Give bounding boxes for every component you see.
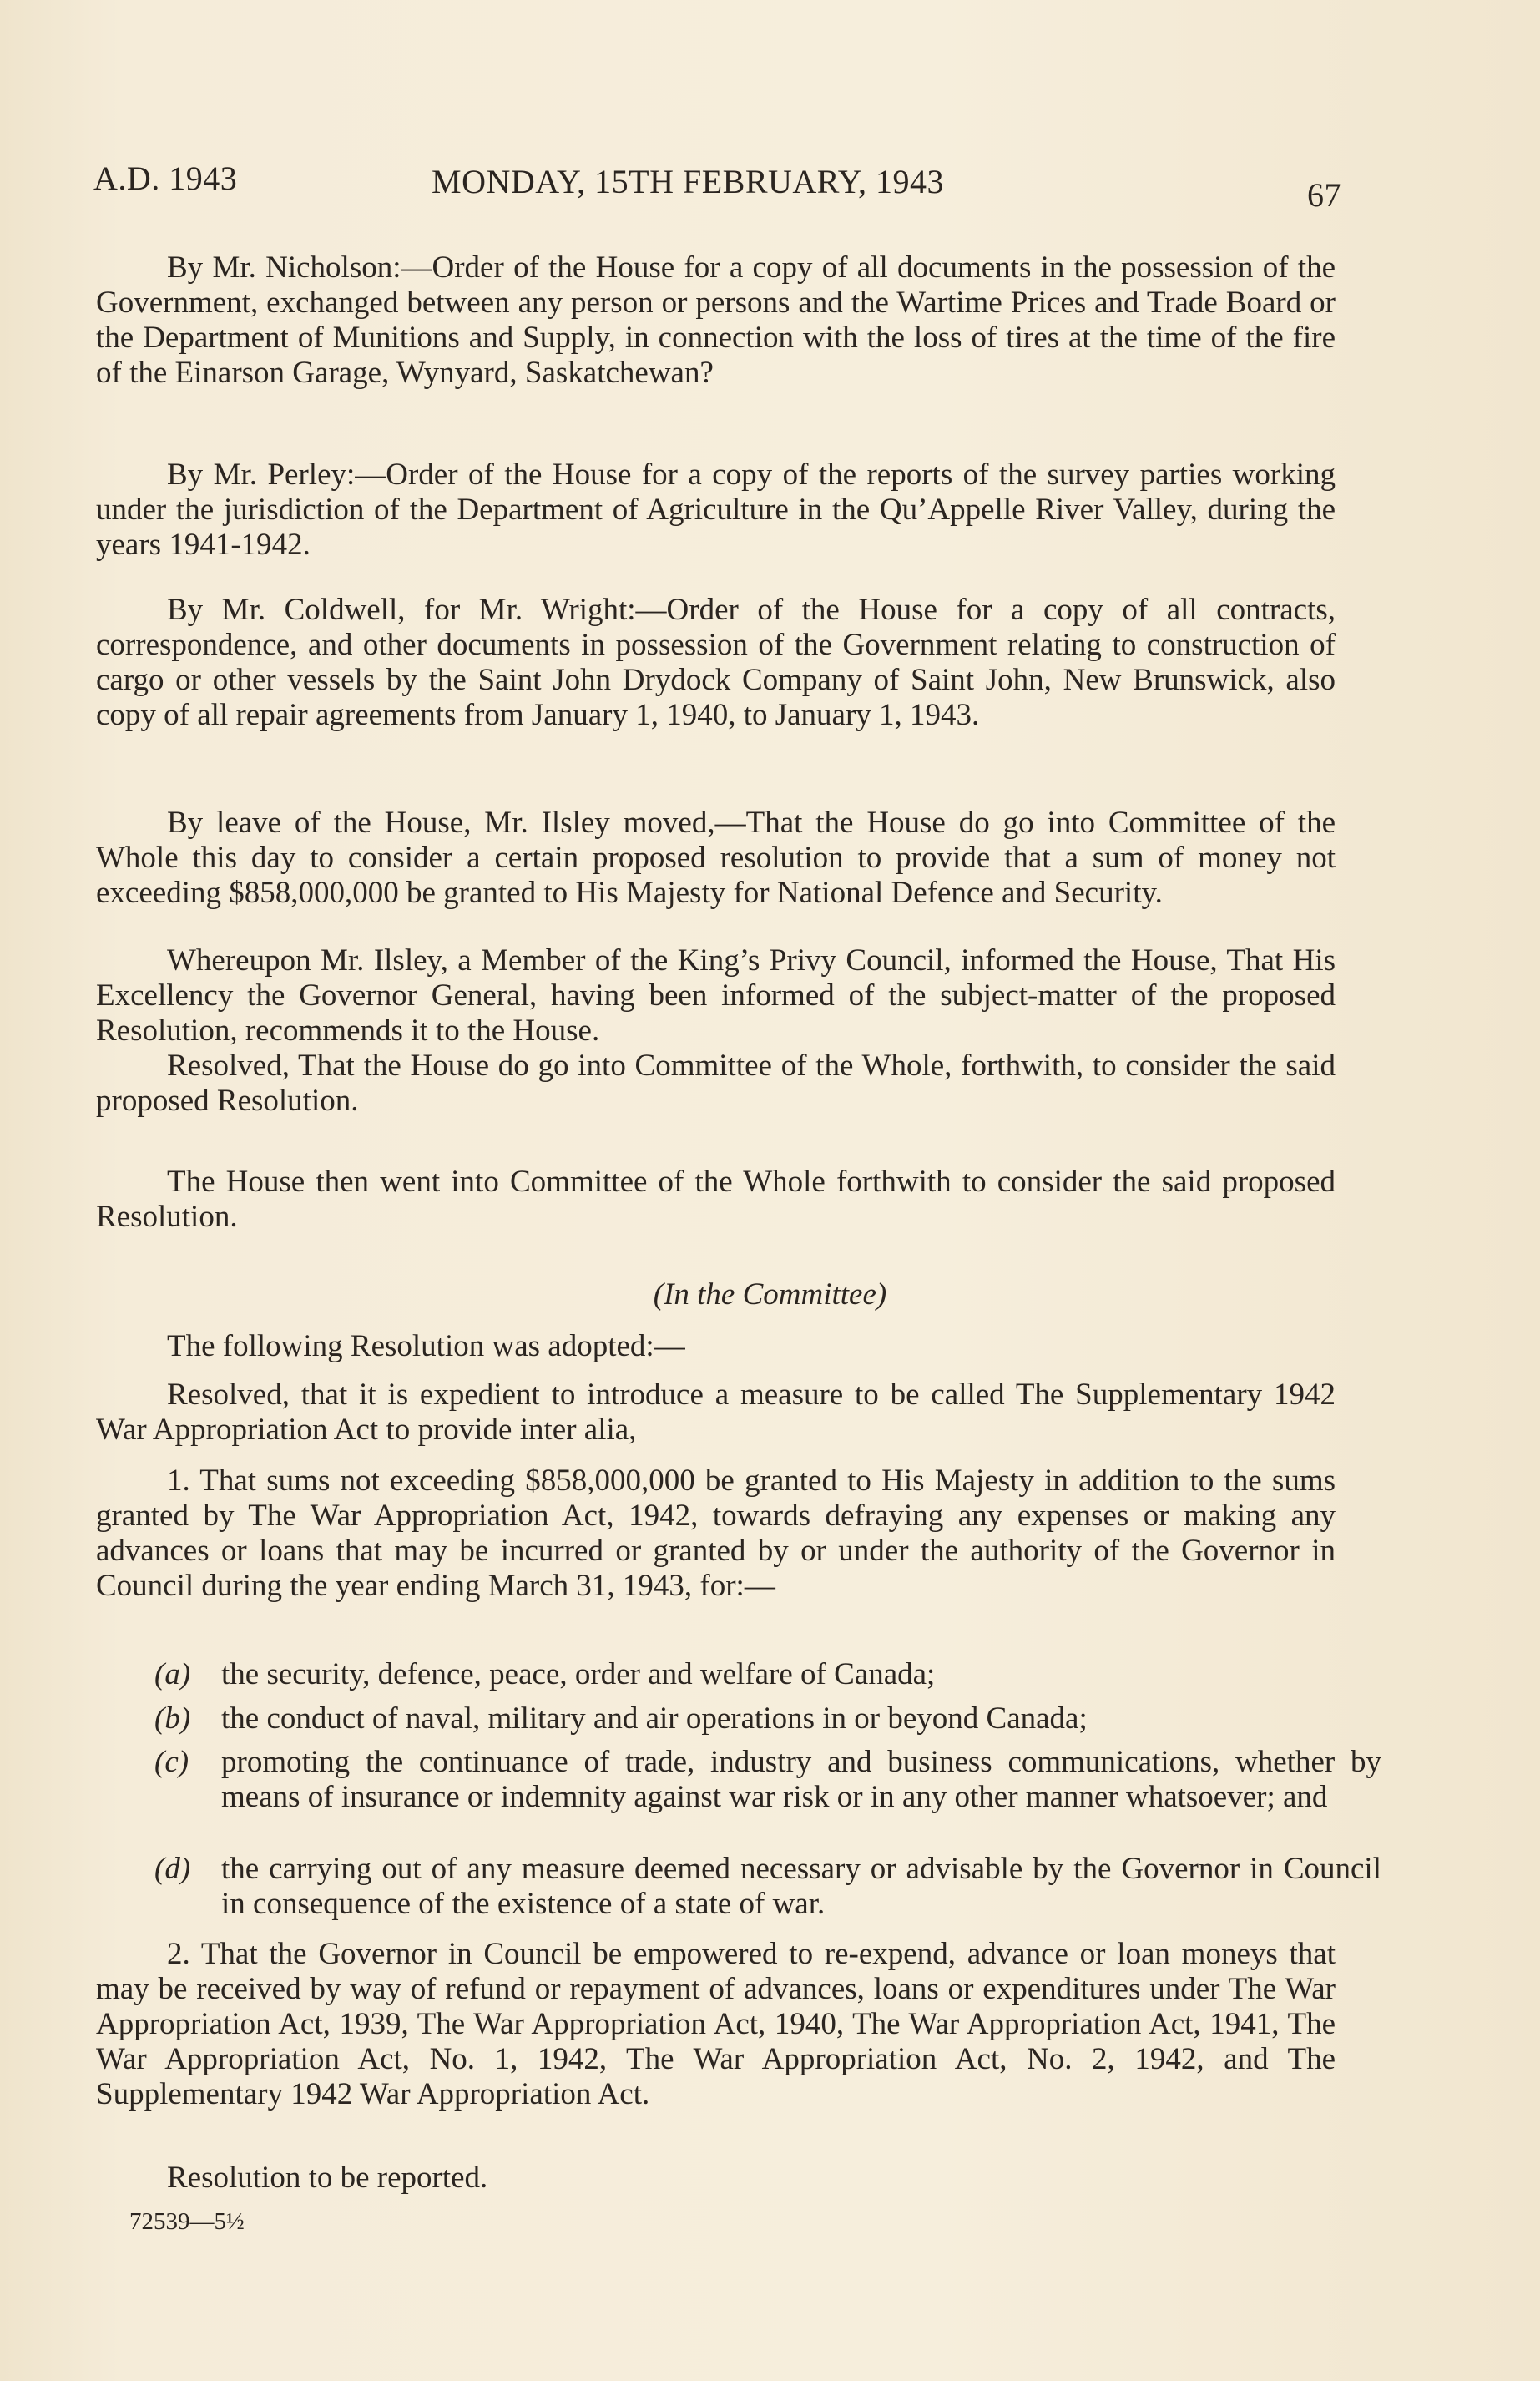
paragraph-resolution-adopted: The following Resolution was adopted:— (167, 1329, 685, 1363)
page-header (93, 150, 1341, 214)
paragraph-nicholson: By Mr. Nicholson:—Order of the House for a copy of all documents in the possession of the Government, exchanged between any person or persons and the Wartime Prices and Trade Board or the Department of Munitions and Supply, in connection with the loss of tires at the time of the fire of the Einarson Garage, Wynyard, Saskatchewan? (96, 250, 1336, 390)
list-item-label: (a) (154, 1657, 191, 1691)
paragraph-resolved-expedient: Resolved, that it is expedient to introduce a measure to be called The Supplementary 1942 War Appropriation Act to provide inter alia, (96, 1378, 1336, 1447)
page-number: 67 (1307, 176, 1341, 214)
list-item-d (154, 1852, 1381, 1922)
list-item-a (154, 1657, 1381, 1692)
list-item-c (154, 1745, 1381, 1815)
committee-heading: (In the Committee) (653, 1277, 887, 1312)
paragraph-resolution-reported: Resolution to be reported. (167, 2161, 488, 2195)
list-item-text: the conduct of naval, military and air operations in or beyond Canada; (221, 1701, 1088, 1736)
paragraph-committee-whole: The House then went into Committee of the Whole forthwith to consider the said proposed Resolution. (96, 1165, 1336, 1234)
header-date: MONDAY, 15TH FEBRUARY, 1943 (432, 163, 945, 200)
list-item-label: (d) (154, 1852, 191, 1886)
paragraph-clause-1: 1. That sums not exceeding $858,000,000 be granted to His Majesty in addition to the sums granted by The War Appropriation Act, 1942, towards defraying any expenses or making any advances or loans that may be incurred or granted by or under the authority of the Governor in Council during the year ending March 31, 1943, for:— (96, 1463, 1336, 1603)
paragraph-coldwell: By Mr. Coldwell, for Mr. Wright:—Order of the House for a copy of all contracts, correspondence, and other documents in possession of the Government relating to construction of cargo or other vessels by the Saint John Drydock Company of Saint John, New Brunswick, also copy of all repair agreements from January 1, 1940, to January 1, 1943. (96, 593, 1336, 732)
paragraph-perley: By Mr. Perley:—Order of the House for a copy of the reports of the survey parties working under the jurisdiction of the Department of Agriculture in the Qu’Appelle River Valley, during the years 1941-1942. (96, 457, 1336, 562)
list-item-text: promoting the continuance of trade, industry and business communications, whether by means of insurance or indemnity against war risk or in any other manner whatsoever; and (221, 1745, 1381, 1814)
paragraph-leave-motion: By leave of the House, Mr. Ilsley moved,—That the House do go into Committee of the Whole this day to consider a certain proposed resolution to provide that a sum of money not exceeding $858,000,000 be granted to His Majesty for National Defence and Security. (96, 806, 1336, 910)
header-year: A.D. 1943 (93, 159, 238, 197)
list-item-b (154, 1701, 1381, 1736)
list-item-text: the security, defence, peace, order and welfare of Canada; (221, 1657, 936, 1691)
paragraph-whereupon: Whereupon Mr. Ilsley, a Member of the King’s Privy Council, informed the House, That His Excellency the Governor General, having been informed of the subject-matter of the proposed Resolution, recommends it to the House. (96, 943, 1336, 1048)
list-item-text: the carrying out of any measure deemed necessary or advisable by the Governor in Council in consequence of the existence of a state of war. (221, 1852, 1381, 1921)
list-item-label: (b) (154, 1701, 191, 1736)
printer-reference: 72539—5½ (129, 2208, 245, 2235)
list-item-label: (c) (154, 1745, 189, 1779)
paragraph-resolved-house: Resolved, That the House do go into Committee of the Whole, forthwith, to consider the said proposed Resolution. (96, 1049, 1336, 1118)
paragraph-clause-2: 2. That the Governor in Council be empowered to re-expend, advance or loan moneys that may be received by way of refund or repayment of advances, loans or expenditures under The War Appropriation Act, 1939, The War Appropriation Act, 1940, The War Appropriation Act, 1941, The War Appropriation Act, No. 1, 1942, The War Appropriation Act, No. 2, 1942, and The Supplementary 1942 War Appropriation Act. (96, 1937, 1336, 2111)
